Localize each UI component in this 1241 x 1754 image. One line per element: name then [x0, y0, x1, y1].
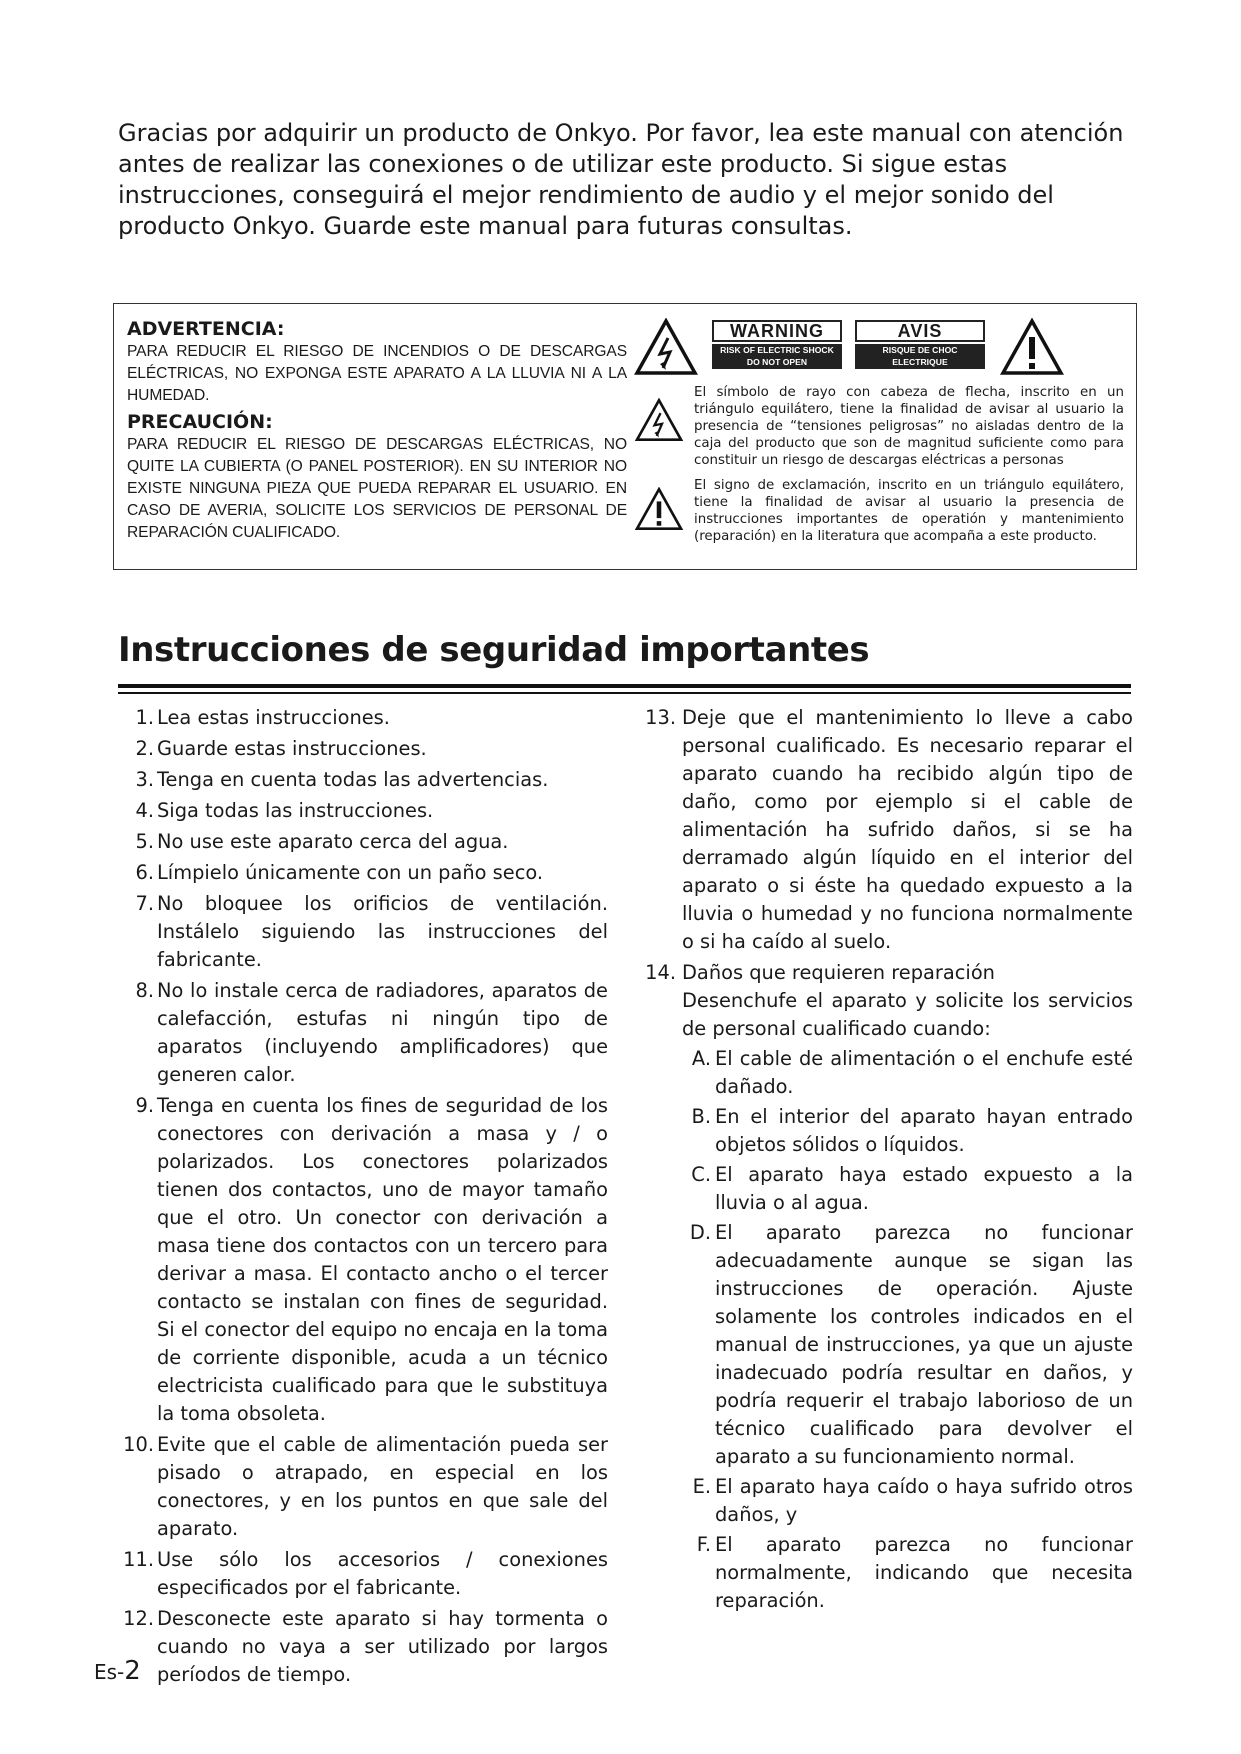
- warning-symbols-column: [634, 318, 1124, 545]
- warning-text-column: [127, 318, 627, 544]
- lightning-triangle-icon: [634, 318, 698, 376]
- sub-list-item: A. El cable de alimentación o el enchufe esté dañado.: [691, 1047, 1133, 1098]
- avis-label-line2: NE PAS OUVRIR: [886, 369, 954, 379]
- section-title: Instrucciones de seguridad importantes: [118, 630, 870, 670]
- list-item: 7. No bloquee los orificios de ventilación. Instálelo siguiendo las instrucciones del fabricante.: [135, 892, 608, 971]
- exclamation-small-icon: [634, 487, 684, 531]
- sub-list-item: F. El aparato parezca no funcionar normalmente, indicando que necesita reparación.: [696, 1533, 1133, 1612]
- sub-list-item: E. El aparato haya caído o haya sufrido otros daños, y: [692, 1475, 1133, 1526]
- advertencia-text: PARA REDUCIR EL RIESGO DE INCENDIOS O DE DESCARGAS ELÉCTRICAS, NO EXPONGA ESTE APARATO A LA LLUVIA NI A LA HUMEDAD.: [127, 343, 627, 404]
- warning-label-line1: RISK OF ELECTRIC SHOCK: [720, 345, 834, 355]
- warning-labels-row: [634, 318, 1124, 380]
- instructions-left-column: [118, 704, 608, 1692]
- sub-list-item: C. El aparato haya estado expuesto a la lluvia o al agua.: [691, 1163, 1133, 1214]
- avis-label: [855, 320, 985, 379]
- list-item: 3. Tenga en cuenta todas las advertencias.: [135, 768, 549, 791]
- precaucion-heading: PRECAUCIÓN:: [127, 411, 273, 433]
- instructions-right-column: [647, 704, 1133, 1618]
- warning-label-line2: DO NOT OPEN: [746, 357, 808, 367]
- list-item: 2. Guarde estas instrucciones.: [135, 737, 427, 760]
- avis-label-line1: RISQUE DE CHOC ELECTRIQUE: [882, 345, 958, 367]
- page-number: [94, 1656, 141, 1686]
- list-item: 12. Desconecte este aparato si hay tormenta o cuando no vaya a ser utilizado por largos períodos de tiempo.: [123, 1607, 608, 1686]
- title-rule-thin: [118, 692, 1131, 694]
- list-item: 13. Deje que el mantenimiento lo lleve a cabo personal cualificado. Es necesario reparar el aparato cuando ha recibido algún tipo de daño, como por ejemplo si el cable de alimentación ha sufrido daños, si se ha derramado algún líquido en el interior del aparato o si éste ha quedado expuesto a la lluvia o humedad y no funciona normalmente o si ha caído al suelo.: [645, 706, 1133, 953]
- page-number-prefix: Es-: [94, 1660, 125, 1684]
- lightning-text: El símbolo de rayo con cabeza de flecha, inscrito en un triángulo equilátero, tiene la finalidad de avisar al usuario la presencia de “tensiones peligrosas” no aisladas dentro de la caja del producto que son de magnitud suficiente como para constituir un riesgo de descargas eléctricas a personas: [694, 385, 1124, 468]
- list-item: 4. Siga todas las instrucciones.: [135, 799, 434, 822]
- list-item: 14. Daños que requieren reparación Desenchufe el aparato y solicite los servicios de personal cualificado cuando: A. El cable de alimentación o el enchufe esté dañado. B. En el interior del aparato hayan entrado objetos sólidos o líquidos. C. El aparato haya estado expuesto a la lluvia o al agua. D. El aparato parezca no funcionar adecuadamente aunque se sigan las instrucciones de operación. Ajuste solamente los controles indicados en el manual de instrucciones, ya que un ajuste inadecuado podría resultar en daños, y podría requerir el trabajo laborioso de un técnico cualificado para devolver el aparato a su funcionamiento normal. E. El aparato haya caído o haya sufrido otros daños, y F. El aparato parezca no funcionar normalmente, indicando que necesita reparación.: [647, 959, 1133, 1615]
- sub-list-item: D. El aparato parezca no funcionar adecuadamente aunque se sigan las instrucciones de operación. Ajuste solamente los controles indicados en el manual de instrucciones, ya que un ajuste inadecuado podría resultar en daños, y podría requerir el trabajo laborioso de un técnico cualificado para devolver el aparato a su funcionamiento normal.: [689, 1221, 1133, 1468]
- intro-paragraph: Gracias por adquirir un producto de Onkyo. Por favor, lea este manual con atención antes de realizar las conexiones o de utilizar este producto. Si sigue estas instrucciones, conseguirá el mejor rendimiento de audio y el mejor sonido del producto Onkyo. Guarde este manual para futuras consultas.: [118, 119, 1124, 240]
- exclamation-symbol-explanation: [634, 477, 1124, 545]
- list-item: 1. Lea estas instrucciones.: [135, 706, 390, 729]
- lightning-symbol-explanation: [634, 384, 1124, 469]
- list-item: 5. No use este aparato cerca del agua.: [135, 830, 509, 853]
- list-item: 11. Use sólo los accesorios / conexiones especificados por el fabricante.: [123, 1548, 608, 1599]
- advertencia-heading: ADVERTENCIA:: [127, 318, 285, 340]
- exclamation-triangle-icon: [1000, 318, 1064, 376]
- exclamation-text: El signo de exclamación, inscrito en un triángulo equilátero, tiene la finalidad de avisar al usuario la presencia de instrucciones importantes de operatión y mantenimiento (reparación) en la literatura que acompaña a este producto.: [694, 478, 1124, 544]
- page-number-value: 2: [124, 1656, 141, 1686]
- avis-label-title: AVIS: [855, 320, 985, 342]
- list-item: 6. Límpielo únicamente con un paño seco.: [135, 861, 544, 884]
- list-item: 8. No lo instale cerca de radiadores, aparatos de calefacción, estufas ni ningún tipo de aparatos (incluyendo amplificadores) que generen calor.: [135, 979, 608, 1086]
- warning-label: [712, 320, 842, 370]
- list-item: 10. Evite que el cable de alimentación pueda ser pisado o atrapado, en especial en los conectores, y en los puntos en que sale del aparato.: [123, 1433, 608, 1540]
- title-rule-thick: [118, 684, 1131, 688]
- sub-list-item: B. En el interior del aparato hayan entrado objetos sólidos o líquidos.: [691, 1105, 1133, 1156]
- warning-label-title: WARNING: [712, 320, 842, 342]
- item14-intro: Desenchufe el aparato y solicite los servicios de personal cualificado cuando:: [682, 989, 1133, 1040]
- safety-warning-box: [113, 303, 1137, 570]
- lightning-small-icon: [634, 398, 684, 442]
- list-item: 9. Tenga en cuenta los fines de seguridad de los conectores con derivación a masa y / o polarizados. Los conectores polarizados tienen dos contactos, uno de mayor tamaño que el otro. Un conector con derivación a masa tiene dos contactos con un tercero para derivar a masa. El contacto ancho o el tercer contacto se instalan con fines de seguridad. Si el conector del equipo no encaja en la toma de corriente disponible, acuda a un técnico electricista cualificado para que le substituya la toma obsoleta.: [135, 1094, 608, 1425]
- precaucion-text: PARA REDUCIR EL RIESGO DE DESCARGAS ELÉCTRICAS, NO QUITE LA CUBIERTA (O PANEL POSTERIOR). EN SU INTERIOR NO EXISTE NINGUNA PIEZA QUE PUEDA REPARAR EL USUARIO. EN CASO DE AVERIA, SOLICITE LOS SERVICIOS DE PERSONAL DE REPARACIÓN CUALIFICADO.: [127, 436, 627, 541]
